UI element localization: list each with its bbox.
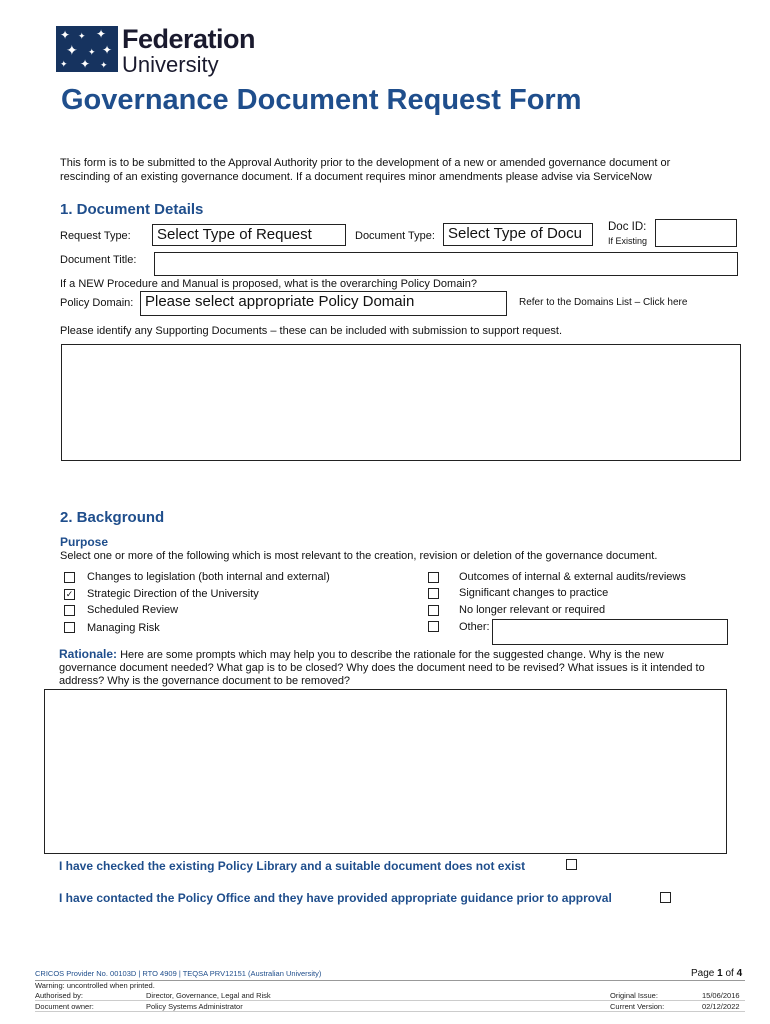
section2-heading: 2. Background: [60, 509, 165, 526]
purpose-label: Purpose: [60, 535, 109, 549]
footer-warning: Warning: uncontrolled when printed.: [35, 981, 155, 990]
logo-text-federation: Federation: [122, 24, 256, 54]
page-prefix: Page: [691, 968, 718, 979]
page-num: 1: [717, 968, 723, 979]
page-number: [691, 968, 742, 979]
footer-current-version-value: 02/12/2022: [702, 1002, 740, 1011]
section1-heading: 1. Document Details: [60, 201, 204, 218]
rationale-body: Here are some prompts which may help you to describe the rationale for the suggested change. Why is the new governance document needed? What gap is to be closed? Why does the document need to be revised? What issues is it intended to address? Why is the governance document to be removed?: [59, 649, 705, 687]
checkbox-other[interactable]: [428, 621, 439, 632]
declaration-policy-office: I have contacted the Policy Office and they have provided appropriate guidance prior to approval: [59, 891, 612, 905]
checkbox-policy-library[interactable]: [566, 859, 577, 870]
checkbox-strategic-direction[interactable]: ✓: [65, 589, 74, 599]
checkbox-significant-changes[interactable]: [428, 588, 439, 599]
checkbox-managing-risk[interactable]: [64, 622, 75, 633]
supporting-docs-textarea[interactable]: [61, 344, 741, 461]
page-total: 4: [736, 968, 743, 979]
footer-row-divider-2: [35, 1011, 745, 1012]
footer-cricos: CRICOS Provider No. 00103D | RTO 4909 | TEQSA PRV12151 (Australian University): [35, 969, 322, 978]
rationale-label: Rationale:: [59, 647, 118, 661]
checkbox-scheduled-review[interactable]: [64, 605, 75, 616]
document-title-input[interactable]: [154, 252, 738, 276]
option-managing-risk: Managing Risk: [87, 622, 160, 634]
document-type-select[interactable]: Select Type of Docu: [443, 223, 593, 246]
footer-row-divider-1: [35, 1000, 745, 1001]
checkbox-audit-outcomes[interactable]: [428, 572, 439, 583]
rationale-text: [59, 648, 719, 688]
doc-id-sub-label: If Existing: [608, 236, 648, 246]
doc-id-input[interactable]: [655, 219, 737, 247]
option-audit-outcomes: Outcomes of internal & external audits/reviews: [459, 571, 686, 583]
university-logo-flag: ✦ ✦ ✦ ✦ ✦ ✦ ✦ ✦ ✦: [56, 26, 118, 72]
purpose-instructions: Select one or more of the following which is most relevant to the creation, revision or deletion of the governance document.: [60, 550, 658, 562]
other-input[interactable]: [492, 619, 728, 645]
option-other: Other:: [459, 621, 490, 633]
footer-authorised-value: Director, Governance, Legal and Risk: [146, 991, 271, 1000]
checkbox-changes-legislation[interactable]: [64, 572, 75, 583]
page-of: of: [722, 968, 737, 979]
document-type-label: Document Type:: [355, 230, 435, 242]
option-changes-legislation: Changes to legislation (both internal and external): [87, 571, 330, 583]
policy-domain-label: Policy Domain:: [60, 297, 134, 309]
option-no-longer-relevant: No longer relevant or required: [459, 604, 606, 616]
doc-id-label: Doc ID:: [608, 221, 647, 233]
option-significant-changes: Significant changes to practice: [459, 587, 609, 599]
intro-text: This form is to be submitted to the Approval Authority prior to the development of a new or amended governance document or rescinding of an existing governance document. If a document requires minor amendments please advise via ServiceNow: [60, 157, 671, 183]
option-strategic-direction: Strategic Direction of the University: [87, 588, 259, 600]
footer-current-version-label: Current Version:: [610, 1002, 665, 1011]
footer-original-issue-label: Original Issue:: [610, 991, 658, 1000]
document-title-label: Document Title:: [60, 254, 137, 266]
footer-authorised-label: Authorised by:: [35, 991, 83, 1000]
rationale-textarea[interactable]: [44, 689, 727, 854]
footer-owner-label: Document owner:: [35, 1002, 94, 1011]
policy-domain-select[interactable]: Please select appropriate Policy Domain: [140, 291, 507, 316]
procedure-question: If a NEW Procedure and Manual is proposed, what is the overarching Policy Domain?: [60, 278, 477, 290]
declaration-policy-library: I have checked the existing Policy Library and a suitable document does not exist: [59, 859, 526, 873]
page-title: Governance Document Request Form: [61, 84, 582, 116]
supporting-docs-label: Please identify any Supporting Documents – these can be included with submission to support request.: [60, 325, 563, 337]
logo-text-university: University: [122, 52, 219, 77]
request-type-label: Request Type:: [60, 230, 131, 242]
option-scheduled-review: Scheduled Review: [87, 604, 179, 616]
domains-list-link[interactable]: Refer to the Domains List – Click here: [519, 297, 688, 308]
checkbox-no-longer-relevant[interactable]: [428, 605, 439, 616]
footer-owner-value: Policy Systems Administrator: [146, 1002, 243, 1011]
checkbox-policy-office[interactable]: [660, 892, 671, 903]
request-type-select[interactable]: Select Type of Request: [152, 224, 346, 246]
footer-original-issue-value: 15/06/2016: [702, 991, 740, 1000]
